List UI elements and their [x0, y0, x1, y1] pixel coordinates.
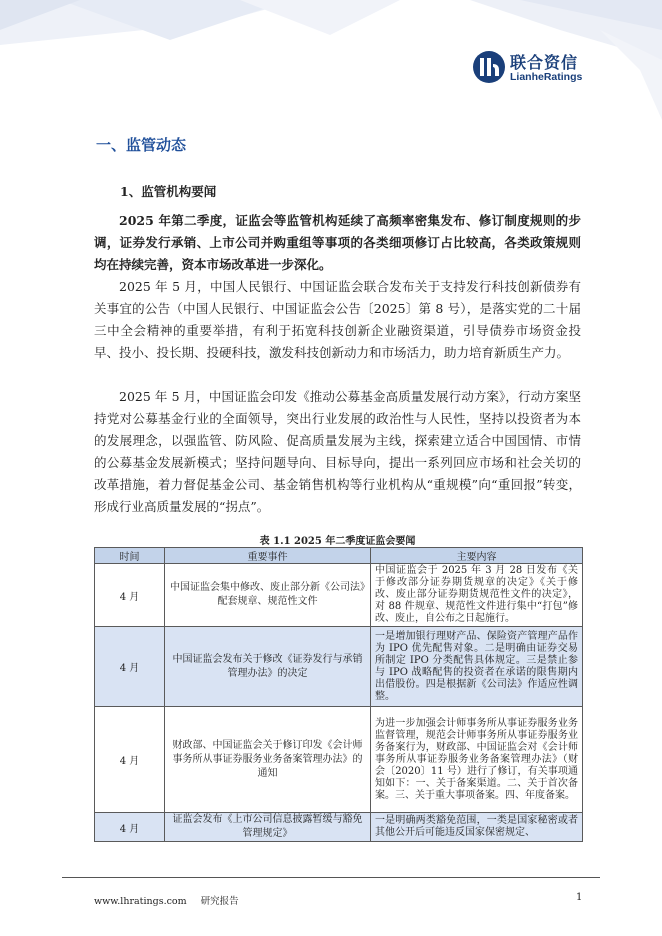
- brand-name-en: LianheRatings: [510, 71, 583, 83]
- section-title: 一、监管动态: [96, 136, 187, 154]
- table-header-row: [95, 548, 583, 564]
- row-content: 中国证监会于 2025 年 3 月 28 日发布《关于修改部分证券期货规章的决定》《关于修改、废止部分证券期货规范性文件的决定》，对 88 件规章、规范性文件进行集中“打包”修改、废止，自公布之日起施行。: [371, 564, 583, 627]
- events-table: [94, 547, 583, 842]
- row-event: 证监会发布《上市公司信息披露暂缓与豁免管理规定》: [165, 813, 371, 842]
- brand-name-cn: 联合资信: [510, 53, 579, 72]
- page-number: 1: [576, 892, 583, 903]
- footer-info: [94, 893, 239, 907]
- row-time: 4 月: [95, 627, 165, 707]
- summary-paragraph: 2025 年第二季度，证监会等监管机构延续了高频率密集发布、修订制度规则的步调，证券发行承销、上市公司并购重组等事项的各类细项修订占比较高，各类政策规则均在持续完善，资本市场改革进一步深化。: [94, 213, 581, 272]
- row-time: 4 月: [95, 564, 165, 627]
- footer-label: 研究报告: [200, 896, 239, 907]
- row-time: 4 月: [95, 707, 165, 813]
- row-event: 财政部、中国证监会关于修订印发《会计师事务所从事证券服务业务备案管理办法》的通知: [165, 707, 371, 813]
- column-header-time: 时间: [95, 548, 165, 564]
- table-row: [95, 627, 583, 707]
- subsection-title: 1、监管机构要闻: [120, 184, 217, 199]
- table-row: [95, 813, 583, 842]
- row-time: 4 月: [95, 813, 165, 842]
- table-caption: 表 1.1 2025 年二季度证监会要闻: [259, 536, 416, 547]
- row-event: 中国证监会发布关于修改《证券发行与承销管理办法》的决定: [165, 627, 371, 707]
- row-content: 为进一步加强会计师事务所从事证券服务业务监督管理，规范会计师事务所从事证券服务业务备案行为，财政部、中国证监会对《会计师事务所从事证券服务业务备案管理办法》（财会〔2020〕11 号）进行了修订，有关事项通知如下：一、关于备案渠道。二、关于首次备案。三、关于重大事项备案。四、年度备案。: [371, 707, 583, 813]
- row-event: 中国证监会集中修改、废止部分新《公司法》配套规章、规范性文件: [165, 564, 371, 627]
- body-paragraph: 2025 年 5 月，中国人民银行、中国证监会联合发布关于支持发行科技创新债券有关事宜的公告（中国人民银行、中国证监会公告〔2025〕第 8 号），是落实党的二十届三中全会精神的重要举措，有利于拓宽科技创新企业融资渠道，引导债券市场资金投早、投小、投长期、投硬科技，激发科技创新动力和市场活力，助力培育新质生产力。: [94, 279, 581, 360]
- column-header-content: 主要内容: [371, 548, 583, 564]
- row-content: 一是明确两类豁免范围，一类是国家秘密或者其他公开后可能违反国家保密规定、: [371, 813, 583, 842]
- lianhe-logo-icon: [472, 50, 506, 84]
- row-content: 一是增加银行理财产品、保险资产管理产品作为 IPO 优先配售对象。二是明确由证券交易所制定 IPO 分类配售具体规定。三是禁止参与 IPO 战略配售的投资者在承诺的限售期内出借股份。四是根据新《公司法》作适应性调整。: [371, 627, 583, 707]
- footer-url[interactable]: www.lhratings.com: [94, 896, 187, 907]
- table-row: [95, 707, 583, 813]
- footer-divider: [62, 877, 600, 878]
- table-row: [95, 564, 583, 627]
- body-paragraph: 2025 年 5 月，中国证监会印发《推动公募基金高质量发展行动方案》，行动方案坚持党对公募基金行业的全面领导，突出行业发展的政治性与人民性，坚持以投资者为本的发展理念，以强监管、防风险、促高质量发展为主线，探索建立适合中国国情、市情的公募基金发展新模式；坚持问题导向、目标导向，提出一系列回应市场和社会关切的改革措施，着力督促基金公司、基金销售机构等行业机构从“重规模”向“重回报”转变，形成行业高质量发展的“拐点”。: [94, 389, 581, 514]
- column-header-event: 重要事件: [165, 548, 371, 564]
